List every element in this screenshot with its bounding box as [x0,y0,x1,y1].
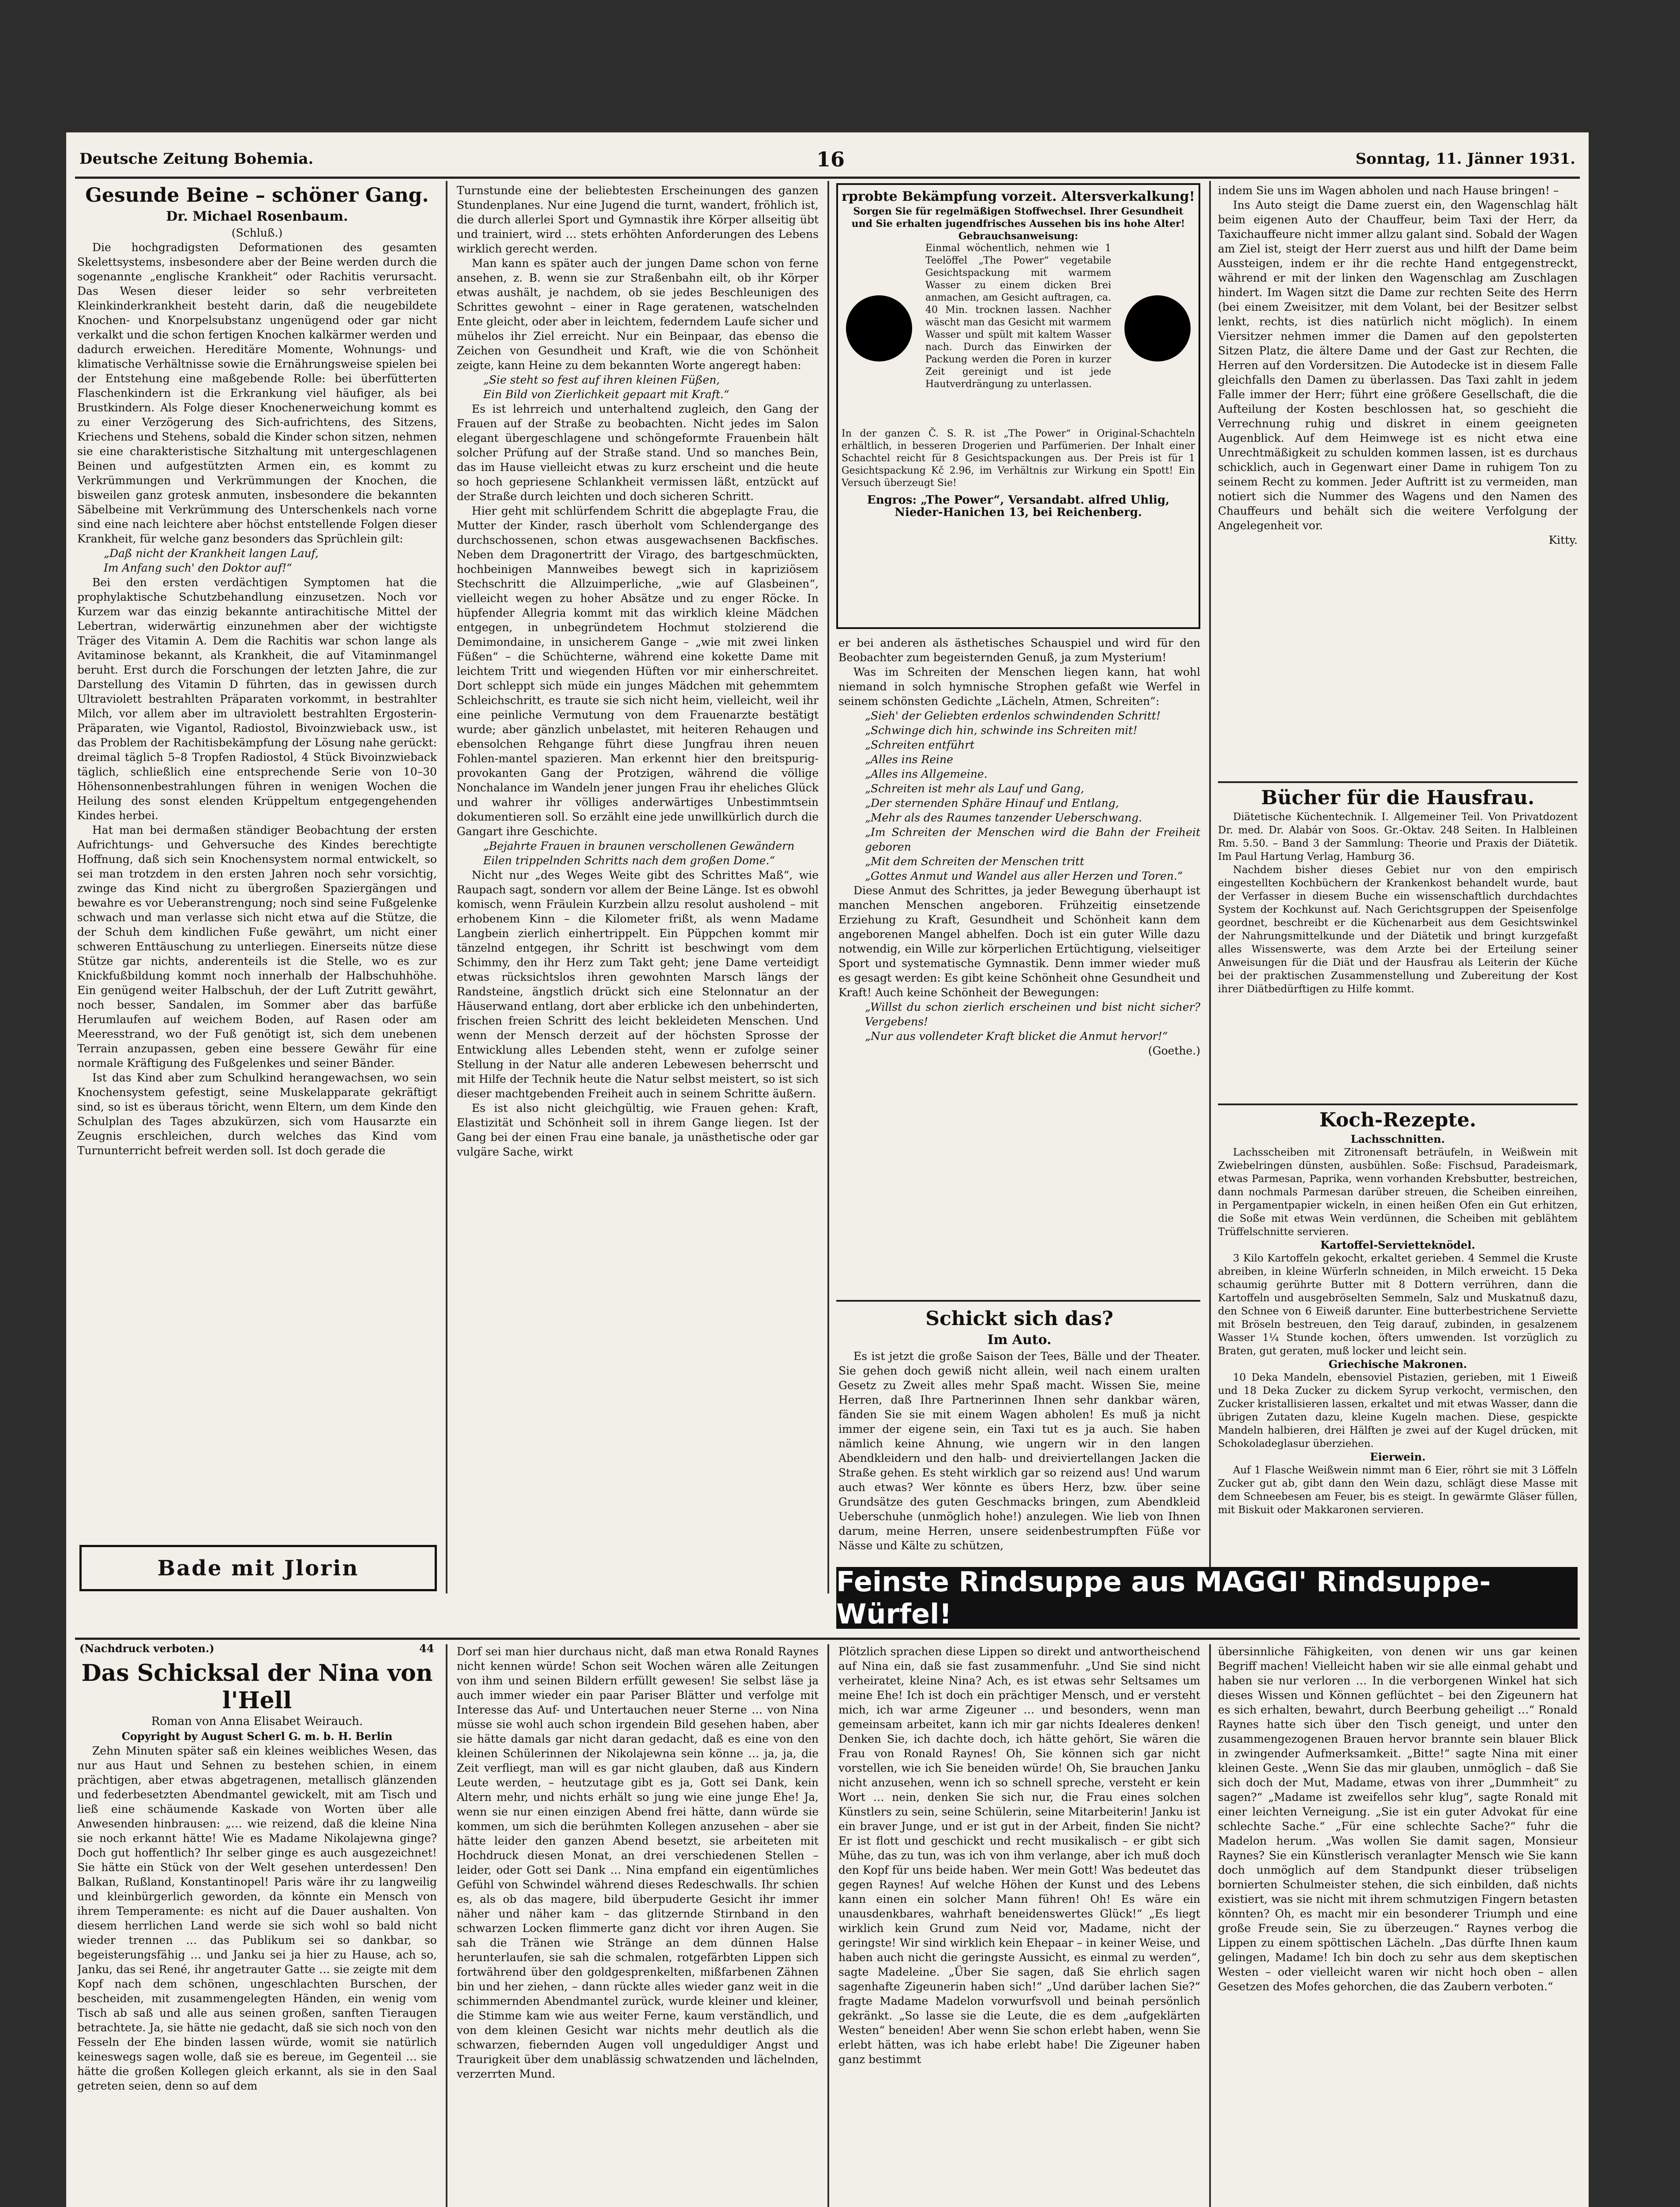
recipe-text: Auf 1 Flasche Weißwein nimmt man 6 Eier, röhrt sie mit 3 Löffeln Zucker gut ab, gibt dann den Wein dazu, schlägt diese Masse mit dem Schneebesen am Feuer, bis es steigt. In gewärmte Gläser füllen, mit Biskuit oder Makkaronen servieren. [1218,1465,1578,1516]
paragraph: Bei den ersten verdächtigen Symptomen hat die prophylaktische Schutzbehandlung einzusetzen. Noch vor Kurzem war das einzig bekannte antirachitische Mittel der Lebertran, widerwärtig einzunehmen aber der wichtigste Träger des Vitamin A. Dem die Rachitis war schon lange als Avitaminose bekannt, als Krankheit, die auf Vitaminmangel beruht. Erst durch die Forschungen der letzten Jahre, die zur Darstellung des Vitamin D führten, das in gewissen durch Ultraviolett bestrahlten Präparaten vorkommt, in bestrahlter Milch, vor allem aber im ultraviolett bestrahlten Ergosterin-Präparaten, wie Vigantol, Radiostol, Bivoinzwieback usw., ist das Problem der Rachitisbekämpfung der Lösung nahe gerückt: dreimal täglich 5–8 Tropfen Radiostol, 4 Stück Bivoinzwieback täglich, schließlich eine entsprechende Serie von 10–30 Höhensonnenbestrahlungen führen in wenigen Wochen die Heilung des sonst elenden Krüppeltum entgegengehenden Kindes herbei. [77,576,437,822]
paragraph: Hat man bei dermaßen ständiger Beobachtung der ersten Aufrichtungs- und Gehversuche des Kindes berechtigte Hoffnung, daß sich sein Knochensystem normal entwickelt, so sei man trotzdem in den ersten Jahren noch sehr vorsichtig, zwinge das Kind nicht zu übergroßen Spaziergängen und bewahre es vor Ueberanstrengung; noch sind seine Fußgelenke schwach und man verlasse sich nicht etwa auf die Stütze, die der Schuh dem kindlichen Fuße gewährt, um nicht einer schweren Enttäuschung zu unterliegen. Einerseits nütze diese Stütze gar nichts, anderenteils ist die Stelle, wo es zur Knickfußbildung kommt noch innerhalb der Halbschuhhöhe. Ein genügend weiter Halbschuh, der der Luft Zutritt gewährt, noch besser, Sandalen, im Sommer aber das barfüße Herumlaufen auf weichem Boden, auf Rasen oder am Meeresstrand, wo der Fuß genötigt ist, sich dem unebenen Terrain anzupassen, geben eine bessere Gewähr für eine normale Kräftigung des Fußgelenkes und seiner Bänder. [77,824,437,1070]
header-rule [75,177,1580,179]
quote-line: „Nur aus vollendeter Kraft blicket die Anmut hervor!“ [865,1030,1168,1043]
verse: „Alles ins Allgemeine. [865,768,988,780]
signature: Kitty. [1548,534,1578,546]
article-gesunde-beine [77,183,437,1529]
ad-decoration-dot [846,295,912,362]
recipe-text: 3 Kilo Kartoffeln gekocht, erkaltet gerieben. 4 Semmel die Kruste abreiben, in kleine Würferln schneiden, in Milch erweicht. 15 Deka schaumig gerührte Butter mit 8 Dottern verrühren, dann die Kartoffeln und ausgebröselten Semmeln, Salz und Muskatnuß dazu, den Schnee von 6 Eiweiß darunter. Eine butterbestrichene Serviette mit Bröseln bestreuen, den Teig darauf, zubinden, in gesalzenem Wasser 1¼ Stunde kochen, öfters umwenden. Ist vorzüglich zu Braten, gut geraten, muß locker und leicht sein. [1218,1253,1578,1357]
verse: „Mit dem Schreiten der Menschen tritt [865,855,1084,868]
article-author: Dr. Michael Rosenbaum. [166,209,348,224]
verse: „Schreiten entführt [865,738,975,751]
paragraph: Dorf sei man hier durchaus nicht, daß man etwa Ronald Raynes nicht kennen würde! Schon seit Wochen wären alle Zeitungen von ihm und seinen Bildern erfüllt gewesen! Sie selbst läse ja auch immer wieder ein paar Pariser Blätter und verfolge mit Interesse das Auf- und Untertauchen neuer Sterne … von Nina müsse sie wohl auch schon irgendein Bild gesehen haben, aber sie hätte damals gar nicht daran gedacht, daß es eine von den kleinen Schülerinnen der Nikolajewna sein könne … ja, ja, die Zeit verfliegt, man will es gar nicht glauben, daß aus Kindern Leute werden, – heutzutage gibt es ja, Gott sei Dank, kein Altern mehr, und nichts erhält so jung wie eine junge Ehe! Ja, wenn sie nur einen einzigen Abend frei hätte, dann würde sie kommen, um sich die berühmten Kollegen anzusehen – aber sie hätte leider den ganzen Abend besetzt, sie arbeiteten mit Hochdruck diesen Monat, an drei verschiedenen Stellen – leider, oder Gott sei Dank … Nina empfand ein eigentümliches Gefühl von Schwindel während dieses Redeschwalls. Ihr schien es, als ob das magere, bild überpuderte Gesicht ihr immer näher und näher kam – das glitzernde Stirnband in den schwarzen Locken flimmerte ganz dicht vor ihren Augen. Sie sah die Tränen wie Stränge an dem dünnen Halse herunterlaufen, sie sah die schmalen, rotgefärbten Lippen sich fortwährend über den goldgesprenkelten, mißfarbenen Zähnen bin und her ziehen, – dann rückte alles wieder ganz weit in die schimmernden Abendmantel zurück, wurde kleiner und kleiner, die Stimme kam wie aus weiter Ferne, kaum verständlich, und von dem kleinen Gesicht war nichts mehr deutlich als die schwarzen, fiebernden Augen voll ungeduldiger Angst und Traurigkeit über dem unablässig schwatzenden und lächelnden, verzerrten Mund. [457,1645,819,2080]
paragraph: Plötzlich sprachen diese Lippen so direkt und antwortheischend auf Nina ein, daß sie fast zusammenfuhr. „Und Sie sind nicht verheiratet, kleine Nina? Ach, es ist etwas sehr Seltsames um meine Ehe! Ich ist doch ein prächtiger Mensch, und er versteht mich, ich war arme Zigeuner … und besonders, wenn man gemeinsam arbeitet, kann ich mir gar nichts Idealeres denken! Denken Sie, ich dachte doch, ich hätte gehört, Sie wären die Frau von Ronald Raynes! Oh, Sie können sich gar nicht vorstellen, wie ich Sie beneiden würde! Oh, Sie brauchen Janku nicht anzusehen, wenn ich so schnell spreche, versteht er kein Wort … nein, denken Sie sich nur, die Frau eines solchen Künstlers zu sein, seine Schülerin, seine Mitarbeiterin! Janku ist ein braver Junge, und er ist gut in der Arbeit, finden Sie nicht? Er ist flott und geschickt und recht musikalisch – er gibt sich Mühe, das zu tun, was ich von ihm verlange, aber ich muß doch den Kopf für uns beide haben. Wer mein Gott! Was bedeutet das gegen Raynes! Auf welche Höhen der Kunst und des Lebens kann einen ein solcher Mann führen! Oh! Es wäre ein unausdenkbares, wahrhaft beneidenswertes Glück!“ „Es liegt wirklich kein Grund zum Neid vor, Madame, nicht der geringste! Wir sind wirklich kein Ehepaar – in keiner Weise, und haben auch nicht die geringste Aussicht, es einmal zu werden“, sagte Madeleine. „Über Sie sagen, daß Sie ehrlich sagen sagenhafte Zigeunerin haben sich!“ „Und darüber lachen Sie?“ fragte Madame Madelon vorwurfsvoll und beinah persönlich gekränkt. „So lasse sie die Leute, die es dem „aufgeklärten Westen“ beneiden! Aber wenn Sie schon erlebt haben, wenn Sie erlebt hätten, was ich habe erlebt habe! Die Zigeuner haben ganz bestimmt [838,1645,1200,2066]
paragraph: er bei anderen als ästhetisches Schauspiel und wird für den Beobachter zum begeisternden Genuß, ja zum Mysterium! [838,636,1200,664]
paragraph: Nachdem bisher dieses Gebiet nur von den empirisch eingestellten Kochbüchern der Krankenkost behandelt wurde, baut der Verfasser in diesem Buche ein wissenschaftlich durchdachtes System der Kochkunst auf. Nach Gerichtsgruppen der Speisenfolge geordnet, beschreibt er die Küchenarbeit aus dem Gesichtswinkel der Nahrungsmittelkunde und der Diätetik und bringt kurzgefaßt alles Wissenswerte, was dem Arzte bei der Erteilung seiner Anweisungen für die Diät und der Hausfrau als Leiterin der Küche bei der praktischen Zusammenstellung und Zubereitung der Kost ihrer Diätbedürftigen zu Hilfe kommt. [1218,864,1578,995]
book-entry: Diätetische Küchentechnik. I. Allgemeiner Teil. Von Privatdozent Dr. med. Dr. Alabár von Soos. Gr.-Oktav. 248 Seiten. In Halbleinen Rm. 5.50. – Band 3 der Sammlung: Theorie und Praxis der Diätetik. Im Paul Hartung Verlag, Hamburg 36. [1218,811,1578,862]
novel-column-4 [1218,1644,1578,2207]
masthead-date: Sonntag, 11. Jänner 1931. [1355,150,1575,168]
paragraph: Ins Auto steigt die Dame zuerst ein, den Wagenschlag hält beim eigenen Auto der Chauffeur, beim Taxi der Herr, da Taxichauffeure nicht immer allzu galant sind. Sobald der Wagen am Ziel ist, steigt der Herr zuerst aus und hilft der Dame beim Aussteigen, indem er ihr die rechte Hand entgegenstreckt, während er mit der linken den Wagenschlag am Zuschlagen hindert. Im Wagen sitzt die Dame zur rechten Seite des Herrn (bei einem Zweisitzer, mit dem Volant, bei der Besitzer selbst lenkt, rechts, ist dies natürlich nicht möglich). In einem Viersitzer nehmen immer die Damen auf den gepolsterten Sitzen Platz, die ältere Dame und der Gast zur Rechten, die Herren auf den Vordersitzen. Die Autodecke ist in diesem Falle gleichfalls den Damen zu überlassen. Das Taxi zahlt in jedem Falle immer der Herr; führt eine größere Gesellschaft, die die Aufteilung der Kosten beschlossen hat, so geschieht die Verrechnung ruhig und diskret in einem geeigneten Augenblick. Auf dem Heimwege ist es nicht etwa eine Unrechtmäßigkeit zu schulden kommen lassen, ist es durchaus schicklich, auch in Gegenwart einer Dame in ruhigem Ton zu seinem Recht zu kommen. Jeder Auftritt ist zu vermeiden, man notiert sich die Nummer des Wagens und den Namen des Chauffeurs und behält sich die weitere Verfolgung der Angelegenheit vor. [1218,199,1578,532]
recipe-title: Eierwein. [1370,1450,1426,1463]
article-gesunde-beine-cont [457,183,819,1591]
ad-maggi: Feinste Rindsuppe aus MAGGI' Rindsuppe-Würfel! [836,1567,1578,1629]
section-title: Koch-Rezepte. [1319,1109,1477,1131]
paragraph: Die hochgradigsten Deformationen des gesamten Skelettsystems, insbesondere aber der Beine werden durch die sogenannte „englische Krankheit“ oder Rachitis verursacht. Das Wesen dieser leider so sehr verbreiteten Kleinkinderkrankheit besteht darin, daß die neugebildete Knochen- und Knorpelsubstanz ungenügend oder gar nicht verkalkt und die schon fertigen Knochen kalkärmer werden und dadurch erweichen. Hereditäre Momente, Wohnungs- und klimatische Verhältnisse sowie die Ernährungsweise spielen bei der Entstehung eine maßgebende Rolle: bei überfütterten Flaschenkindern ist die Erkrankung viel häufiger, als bei Brustkindern. Als Folge dieser Knochenerweichung kommt es zu einer Verzögerung des Sich-aufrichtens, des Sitzens, Kriechens und Stehens, sobald die Kinder schon sitzen, nehmen sie eine charakteristische Sitzhaltung mit untergeschlagenen Beinen und aufgestützten Armen ein, es kommt zu Verkrümmungen und Verkrümmungen der Knochen, die bisweilen ganz grotesk anmuten, insbesondere die bekannten Säbelbeine mit Verkrümmung des Unterschenkels nach vorne sind eine nach leichtere aber höchst entstellende Folgen dieser Krankheit, für welche ganz besonders das Sprüchlein gilt: [77,241,437,545]
section-rule [1218,781,1578,783]
paragraph: Ist das Kind aber zum Schulkind herangewachsen, wo sein Knochensystem gefestigt, seine Muskelapparate gekräftigt sind, so ist es überaus töricht, wenn Eltern, um dem Kinde den Schulplan des Tages abzukürzen, sich vom Hausarzte ein Zeugnis erschleichen, durch welches das Kind vom Turnunterricht befreit werden soll. Ist doch gerade die [77,1071,437,1157]
ad-title: rprobte Bekämpfung vorzeit. Altersverkalkung! [842,189,1195,204]
newspaper-page [66,132,1589,2207]
paragraph: übersinnliche Fähigkeiten, von denen wir uns gar keinen Begriff machen! Vielleicht haben wir sie alle einmal gehabt und haben sie nur verloren … In die verborgenen Winkel hat sich dieses Wissen und Können geflüchtet – bei den Zigeunern hat es sich erhalten, bewahrt, durch Beerbung geheiligt …“ Ronald Raynes hatte sich über den Tisch geneigt, und unter den zusammengezogenen Brauen hervor brannte sein blauer Blick in zwingender Aufmerksamkeit. „Bitte!“ sagte Nina mit einer kleinen Geste. „Wenn Sie das mir glauben, unmöglich – daß Sie sich doch der Mut, Madame, etwas von ihrer „Dummheit“ zu sagen?“ „Madame ist zweifellos sehr klug“, sagte Ronald mit einer leichten Verneigung. „Sie ist ein guter Advokat für eine schlechte Sache.“ „Für eine schlechte Sache?“ fuhr die Madelon herum. „Was wollen Sie damit sagen, Monsieur Raynes? Sie ein Künstlerisch veranlagter Mensch wie Sie kann doch unmöglich auf dem Standpunkt dieser trübseligen bornierten Schulmeister stehen, die sich einbilden, daß nichts existiert, was sie nicht mit ihrem schmutzigen Fingern betasten könnten? Oh, es macht mir ein besonderer Triumph und eine große Freude sein, Sie zu überzeugen.“ Raynes verbog die Lippen zu einem spöttischen Lächeln. „Das dürfte Ihnen kaum gelingen, Madame! Ich bin doch zu sehr aus dem skeptischen Westen – oder vielleicht waren wir nicht hoch oben – allen Gesetzen des Mofes gehorchen, die das Zaubern verboten.“ [1218,1645,1578,1993]
column-rule [1209,1644,1211,2207]
article-title: Gesunde Beine – schöner Gang. [85,184,429,207]
novel-column-2 [457,1644,819,2207]
paragraph: Was im Schreiten der Menschen liegen kann, hat wohl niemand in solch hymnische Strophen gefaßt wie Werfel in seinem schönsten Gedichte „Lächeln, Atmen, Schreiten“: [838,666,1200,708]
masthead-left: Deutsche Zeitung Bohemia. [79,150,314,168]
quote-line: Ein Bild von Zierlichkeit gepaart mit Kraft.“ [483,388,729,401]
novel-copyright: Copyright by August Scherl G. m. b. H. Berlin [121,1730,393,1743]
page-number: 16 [816,147,845,171]
paragraph: Turnstunde eine der beliebtesten Erscheinungen des ganzen Stundenplanes. Nur eine Jugend die turnt, wandert, fröhlich ist, die durch allerlei Sport und Gymnastik ihre Körper allseitig übt und trainiert, wird … stets erhöhten Anforderungen des Lebens wirklich gerecht werden. [457,184,819,255]
article-gesunde-beine-end [838,636,1200,1298]
novel-title: Das Schicksal der Nina von l'Hell [81,1660,433,1714]
section-subtitle: Im Auto. [987,1332,1052,1348]
quote-attribution: (Goethe.) [1148,1044,1200,1057]
section-rule [836,1300,1200,1302]
quote-line: „Sie steht so fest auf ihren kleinen Füßen, [483,373,720,386]
paragraph: Zehn Minuten später saß ein kleines weibliches Wesen, das nur aus Haut und Sehnen zu bestehen schien, in einem prächtigen, aber etwas abgetragenen, metallisch glänzenden und federbesetzten Abendmantel gewickelt, mit am Tisch und ließ eine schäumende Kaskade von Worten über alle Anwesenden hinbrausen: „… wie reizend, daß die kleine Nina sie noch erkannt hätte! Wie es Madame Nikolajewna ginge? Doch gut hoffentlich? Ihr selber ginge es auch ausgezeichnet! Sie hätte ein Stück von der Welt gesehen unterdessen! Den Balkan, Rußland, Konstantinopel! Paris wäre ihr zu langweilig und kleinbürgerlich geworden, da könnte ein Mensch von ihrem Temperamente: es nicht auf die Dauer aushalten. Von diesem herrlichen Land werde sie sich wohl so bald nicht wieder trennen … das Publikum sei so dankbar, so begeisterungsfähig … und Janku sei ja hier zu Hause, ach so, Janku, das sei René, ihr angetrauter Gatte … sie zeigte mit dem Kopf nach dem schönen, ungeschlachten Burschen, der bescheiden, mit zusammengelegten Händen, ein wenig vom Tisch ab saß und alle aus seinen großen, sanften Tieraugen betrachtete. Ja, sie hätte nie gedacht, daß sie sich noch von den Fesseln der Ehe binden lassen würde, womit sie natürlich keineswegs sagen wolle, daß sie es bereue, im Gegenteil … sie hätte die großen Kollegen gleich erkannt, als sie in den Saal getreten seien, denn so auf dem [77,1744,437,2092]
feuilleton-rule [75,1638,1580,1640]
recipe-text: Lachsscheiben mit Zitronensaft beträufeln, in Weißwein mit Zwiebelringen dünsten, ausbühlen. Soße: Fischsud, Paradeismark, etwas Parmesan, Paprika, wenn vorhanden Krebsbutter, bestreichen, dann nochmals Parmesan darüber streuen, die Scheiben einreihen, in Pergamentpapier wickeln, in einen heißen Ofen ein Gut erhitzen, die Soße mit etwas Wein verdünnen, die Scheiben mit geblähtem Trüffelschnitte servieren. [1218,1147,1578,1238]
verse: „Alles ins Reine [865,753,953,766]
verse: „Im Schreiten der Menschen wird die Bahn der Freiheit geboren [865,826,1200,853]
installment-number: 44 [419,1642,434,1655]
quote-line: Eilen trippelnden Schritts nach dem großen Dome.“ [483,854,775,867]
column-rule [446,181,447,1593]
ad-intro: Sorgen Sie für regelmäßigen Stoffwechsel. Ihrer Gesundheit und Sie erhalten jugendfrisches Aussehen bis ins hohe Alter! Gebrauchsanweisung: [851,206,1185,242]
books-section [1218,786,1578,1095]
paragraph: Nicht nur „des Weges Weite gibt des Schrittes Maß“, wie Raupach sagt, sondern vor allem der Beine Länge. Ist es obwohl komisch, wenn Fräulein Kurzbein allzu resolut ausholend – mit erhobenem Kinn – die Kilometer frißt, als wenn Madame Langbein zierlich einhertrippelt. Ein Püppchen kommt mir tänzelnd entgegen, ihr Schritt ist beschwingt vom dem Schimmy, den ihr Herz zum Takt geht; jene Dame verteidigt etwas rücksichtslos ihren gewohnten Marsch längs der Randsteine, ängstlich drückt sich eine Stelonnatur an der Häuserwand entlang, dort aber erblicke ich den unbehinderten, frischen freien Schritt des leicht bekleideten Menschen. Und wenn der Mensch derzeit auf der höchsten Sprosse der Entwicklung alles Lebenden steht, wenn er zufolge seiner Stellung in der Natur alle anderen Lebewesen beherrscht und mit Hilfe der Technik heute die Natur selbst meistert, so ist sich dieser machtgebenden Freiheit auch in seinem Schritte äußern. [457,869,819,1100]
quote-line: „Willst du schon zierlich erscheinen und bist nicht sicher? Vergebens! [865,1001,1200,1028]
recipes-section [1218,1108,1578,1563]
section-title: Bücher für die Hausfrau. [1261,787,1535,809]
ad-address: Engros: „The Power“, Versandabt. alfred Uhlig, Nieder-Hanichen 13, bei Reichenberg. [867,493,1170,519]
ad-florin: Bade mit Jlorin [79,1545,437,1591]
paragraph: Diese Anmut des Schrittes, ja jeder Bewegung überhaupt ist manchen Menschen angeboren. Frühzeitig einsetzende Erziehung zu Kraft, Gesundheit und Schönheit kann dem angeborenen Mangel abhelfen. Doch ist ein guter Wille dazu notwendig, ein Wille zur körperlichen Ertüchtigung, vielseitiger Sport und systematische Gymnastik. Denn immer wieder muß es gesagt werden: Es gibt keine Schönheit ohne Gesundheit und Kraft! Auch keine Schönheit der Bewegungen: [838,884,1200,999]
paragraph: Es ist also nicht gleichgültig, wie Frauen gehen: Kraft, Elastizität und Schönheit soll in ihrem Gange liegen. Ist der Gang bei der einen Frau eine banale, ja unästhetische oder gar vulgäre Sache, wirkt [457,1102,819,1158]
verse: „Mehr als des Raumes tanzender Ueberschwang. [865,811,1142,824]
ad-availability: In der ganzen Č. S. R. ist „The Power“ in Original-Schachteln erhältlich, in besseren Drogerien und Parfümerien. Der Inhalt einer Schachtel reicht für 8 Gesichtspackungen aus. Der Preis ist für 1 Gesichtspackung Kč 2.96, im Verhältnis zur Wirkung ein Spott! Ein Versuch überzeugt Sie! [842,428,1195,489]
recipe-title: Kartoffel-Servietteknödel. [1320,1239,1475,1251]
ad-decoration-dot [1124,295,1191,362]
section-rule [1218,1104,1578,1105]
section-title: Schickt sich das? [925,1307,1113,1330]
recipe-title: Griechische Makronen. [1328,1358,1467,1371]
column-rule [827,181,829,1593]
novel-byline: Roman von Anna Elisabet Weirauch. [151,1715,363,1728]
recipe-title: Lachsschnitten. [1350,1133,1445,1145]
recipe-text: 10 Deka Mandeln, ebensoviel Pistazien, gerieben, mit 1 Eiweiß und 18 Deka Zucker zu dickem Syrup verkocht, vermischen, den Zucker kristallisieren lassen, erkaltet und mit etwas Wasser, dann die übrigen Zutaten dazu, kleine Kugeln machen. Diese, gespickte Mandeln halbieren, drei Hälften je zwei auf der Kugel drücken, mit Schokoladeglasur überziehen. [1218,1372,1578,1450]
ad-instructions: Einmal wöchentlich, nehmen wie 1 Teelöffel „The Power“ vegetabile Gesichtspackung mit warmem Wasser zu einem dicken Brei anmachen, am Gesicht auftragen, ca. 40 Min. trocknen lassen. Nachher wäscht man das Gesicht mit warmem Wasser und spült mit kaltem Wasser nach. Durch das Einwirken der Packung werden die Poren in kurzer Zeit gereinigt und ist jede Hautverdrängung zu unterlassen. [925,243,1111,390]
novel-column-1 [77,1660,437,2207]
quote-line: Im Anfang such' den Doktor auf!“ [104,561,292,574]
verse: „Schreiten ist mehr als Lauf und Gang, [865,782,1084,795]
column-rule [1209,181,1211,1593]
verse: „Gottes Anmut und Wandel aus aller Herzen und Toren.“ [865,870,1183,882]
column-rule [446,1644,447,2207]
paragraph: Es ist lehrreich und unterhaltend zugleich, den Gang der Frauen auf der Straße zu beobachten. Nicht jedes im Salon elegant übergeschlagene und schöngeformte Frauenbein hält solcher Prüfung auf der Straße stand. Und so manches Bein, das im Hause vielleicht etwas zu kurz erscheint und die heute so hoch gepriesene Schlankheit vermissen läßt, entzückt auf der Straße durch leichten und doch sicheren Schritt. [457,403,819,503]
ad-the-power [836,183,1200,629]
paragraph: Hier geht mit schlürfendem Schritt die abgeplagte Frau, die Mutter der Kinder, rasch überholt vom Schlendergange des durchschossenen, schon etwas ausgewachsenen Backfisches. Neben dem Dragonertritt der Virago, des bartgeschmückten, hochbeinigen Mannweibes bewegt sich in kapriziösem Stechschritt die Allzuimperliche, „wie auf Glasbeinen“, vielleicht wegen zu hoher Absätze und zu enger Röcke. In hüpfender Allegria kommt mit das wirklich kleine Mädchen entgegen, in unbegründetem Hochmut stolzierend die Demimondaine, in unsicherem Gange – „wie mit zwei linken Füßen“ – die Schüchterne, während eine kokette Dame mit leichtem Tritt und wiegenden Hüften vor mir einherschreitet. Dort schleppt sich müde ein junges Mädchen mit gehemmtem Schleichschritt, es traute sie sich nicht heim, vielleicht, weil ihr eine peinliche Vermutung von dem Frauenarzte bestätigt wurde; aber gänzlich unbelastet, mit heiteren Rehaugen und ebensolchen Rehgange führt diese Jungfrau ihren neuen Fohlen-mantel spazieren. Man erkennt hier den breitspurig-provokanten Gang der Protzigen, während die völlige Nonchalance im Wandeln jener jungen Frau ihr eheliches Glück und wahrer ihr völliges anderwärtiges Unbestimmtsein dokumentieren soll. So erzählt eine jede unwillkürlich durch die Gangart ihre Geschichte. [457,505,819,838]
novel-column-3 [838,1644,1200,2207]
quote-line: „Daß nicht der Krankheit langen Lauf, [104,547,319,560]
paragraph: Man kann es später auch der jungen Dame schon von ferne ansehen, z. B. wenn sie zur Straßenbahn eilt, ob ihr Körper etwas aushält, je nachdem, ob sie jedes Beschleunigen des Schrittes gewohnt – einer in Rage geratenen, watschelnden Ente gleicht, oder aber in leichtem, federndem Laufe sicher und mühelos ihr Ziel erreicht. Nur ein Beinpaar, das ebenso die Zeichen von Gesundheit und Kraft, wie die von Schönheit zeigte, kann Heine zu dem bekannten Worte angeregt haben: [457,257,819,372]
article-continuation: (Schluß.) [231,226,283,239]
paragraph: indem Sie uns im Wagen abholen und nach Hause bringen! – [1218,184,1559,197]
verse: „Schwinge dich hin, schwinde ins Schreiten mit! [865,724,1138,737]
verse: „Der sternenden Sphäre Hinauf und Entlang, [865,797,1119,810]
column-schickt-sich-das-cont [1218,183,1578,881]
quote-line: „Bejahrte Frauen in braunen verschollenen Gewändern [483,840,795,852]
reprint-notice: (Nachdruck verboten.) [79,1642,214,1655]
paragraph: Es ist jetzt die große Saison der Tees, Bälle und der Theater. Sie gehen doch gewiß nicht allein, weil nach einem uralten Gesetz zu Zweit alles mehr Spaß macht. Wissen Sie, meine Herren, daß Ihre Partnerinnen Ihnen sehr dankbar wären, fänden Sie sie mit einem Wagen abholen! Es muß ja nicht immer der eigene sein, ein Taxi tut es ja auch. Sie haben nämlich keine Ahnung, wie ungern wir in den langen Abendkleidern und den halb- und dreiviertellangen Jacken die Straße gehen. Es steht wirklich gar so reizend aus! Und warum auch etwas? Wer könnte es übers Herz, bzw. über seine Grundsätze des guten Geschmacks bringen, zum Abendkleid Ueberschuhe (unmöglich hohe!) anzulegen. Wie lieb von Ihnen darum, meine Herren, unsere seidenbestrumpften Füße vor Nässe und Kälte zu schützen, [838,1350,1200,1552]
verse: „Sieh' der Geliebten erdenlos schwindenden Schritt! [865,709,1161,722]
column-rule [827,1644,829,2207]
